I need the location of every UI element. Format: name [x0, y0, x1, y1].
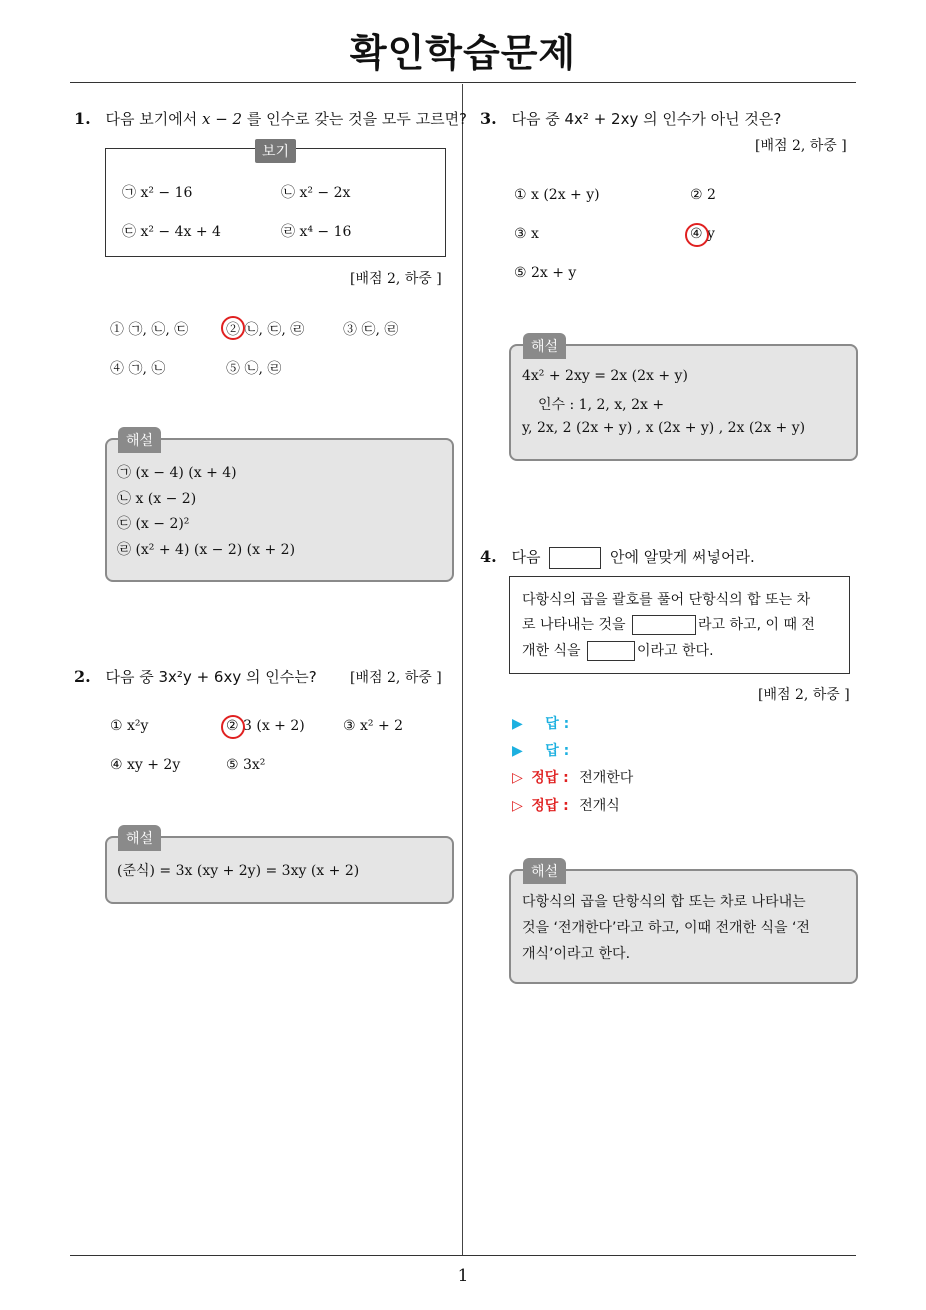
question-1 [74, 108, 467, 129]
score: [배점 2, 하중 ] [755, 138, 847, 154]
choice-5[interactable]: ⑤ 2x + y [514, 265, 577, 281]
choice-1[interactable]: ① ㉠, ㉡, ㉢ [110, 322, 189, 338]
bogi-label: 보기 [255, 139, 296, 163]
answer-row [512, 740, 569, 760]
choice-2[interactable]: ② 3 (x + 2) [226, 718, 305, 734]
solution-line: 4x² + 2xy = 2x (2x + y) [522, 368, 688, 384]
choice-3[interactable]: ③ x [514, 226, 539, 242]
correct-label: 정답 : [531, 798, 569, 814]
question-text: 다음 중 3x²y + 6xy 의 인수는? [105, 668, 317, 686]
page-number: 1 [457, 1266, 469, 1286]
solution-line: ㉡ x (x − 2) [117, 491, 197, 507]
question-2 [74, 666, 317, 687]
solution-label: 해설 [118, 825, 161, 851]
score: [배점 2, 하중 ] [758, 687, 850, 703]
bogi-item: ㉠ x² − 16 [122, 185, 193, 201]
prompt-text: 로 나타내는 것을 [522, 617, 626, 633]
choice-5[interactable]: ⑤ ㉡, ㉣ [226, 361, 282, 377]
question-math: x − 2 [201, 110, 243, 128]
correct-answer: 전개한다 [579, 770, 634, 786]
solution-line: y, 2x, 2 (2x + y) , x (2x + y) , 2x (2x + y) [522, 420, 806, 436]
score: [배점 2, 하중 ] [350, 670, 442, 686]
choice-3[interactable]: ③ x² + 2 [343, 718, 404, 734]
question-number: 2. [74, 667, 91, 686]
bogi-item: ㉣ x⁴ − 16 [281, 224, 352, 240]
answer-row [512, 713, 569, 733]
choice-1[interactable]: ① x²y [110, 718, 149, 734]
solution-line: ㉠ (x − 4) (x + 4) [117, 465, 237, 481]
answer-blank[interactable] [632, 615, 696, 635]
answer-label: 답 : [545, 716, 570, 732]
correct-row [512, 767, 633, 787]
question-3 [480, 108, 781, 129]
solution-line: ㉣ (x² + 4) (x − 2) (x + 2) [117, 542, 296, 558]
solution-line: 것을 ‘전개한다’라고 하고, 이때 전개한 식을 ‘전 [522, 920, 810, 936]
prompt-text: 라고 하고, 이 때 전 [698, 617, 815, 633]
correct-label: 정답 : [531, 770, 569, 786]
question-number: 1. [74, 109, 91, 128]
solution-label: 해설 [523, 858, 566, 884]
bogi-item: ㉢ x² − 4x + 4 [122, 224, 221, 240]
selected-mark [221, 316, 245, 340]
answer-label: 답 : [545, 743, 570, 759]
page-title: 확인학습문제 [349, 31, 577, 75]
prompt-line [522, 614, 815, 635]
solution-line: 개식’이라고 한다. [522, 946, 631, 962]
choice-4[interactable]: ④ xy + 2y [110, 757, 181, 773]
choice-2[interactable]: ② 2 [690, 187, 716, 203]
choice-3[interactable]: ③ ㉢, ㉣ [343, 322, 399, 338]
question-text: 다음 보기에서 [105, 110, 202, 128]
question-number: 4. [480, 547, 497, 566]
play-arrow-icon: ▶ [512, 716, 523, 732]
prompt-text: 개한 식을 [522, 643, 581, 659]
prompt-text: 이라고 한다. [637, 643, 714, 659]
solution-label: 해설 [523, 333, 566, 359]
solution-line: (준식) = 3x (xy + 2y) = 3xy (x + 2) [117, 863, 360, 879]
question-4 [480, 546, 755, 569]
prompt-line: 다항식의 곱을 괄호를 풀어 단항식의 합 또는 차 [522, 592, 811, 608]
choice-5[interactable]: ⑤ 3x² [226, 757, 266, 773]
solution-line: 다항식의 곱을 단항식의 합 또는 차로 나타내는 [522, 894, 806, 910]
selected-mark [221, 715, 245, 739]
question-text: 다음 중 4x² + 2xy 의 인수가 아닌 것은? [511, 110, 782, 128]
solution-label: 해설 [118, 427, 161, 453]
question-number: 3. [480, 109, 497, 128]
header-rule [70, 82, 856, 83]
choice-4[interactable]: ④ ㉠, ㉡ [110, 361, 166, 377]
solution-box [105, 438, 454, 582]
outline-arrow-icon: ▷ [512, 798, 523, 814]
choice-2[interactable]: ② ㉡, ㉢, ㉣ [226, 322, 305, 338]
bogi-item: ㉡ x² − 2x [281, 185, 351, 201]
solution-line: 인수 : 1, 2, x, 2x + [538, 397, 665, 413]
question-text-tail: 안에 알맞게 써넣어라. [610, 548, 755, 566]
score: [배점 2, 하중 ] [350, 271, 442, 287]
prompt-line [522, 640, 714, 661]
footer-rule [70, 1255, 856, 1256]
choice-1[interactable]: ① x (2x + y) [514, 187, 600, 203]
question-text-tail: 를 인수로 갖는 것을 모두 고르면? [242, 110, 468, 128]
answer-blank[interactable] [587, 641, 635, 661]
choice-4[interactable]: ④ y [690, 226, 715, 242]
correct-answer: 전개식 [579, 798, 620, 814]
blank-box [549, 547, 601, 569]
play-arrow-icon: ▶ [512, 743, 523, 759]
selected-mark [685, 223, 709, 247]
question-text: 다음 [511, 548, 541, 566]
outline-arrow-icon: ▷ [512, 770, 523, 786]
solution-line: ㉢ (x − 2)² [117, 516, 190, 532]
column-divider [462, 84, 463, 1256]
correct-row [512, 795, 620, 815]
